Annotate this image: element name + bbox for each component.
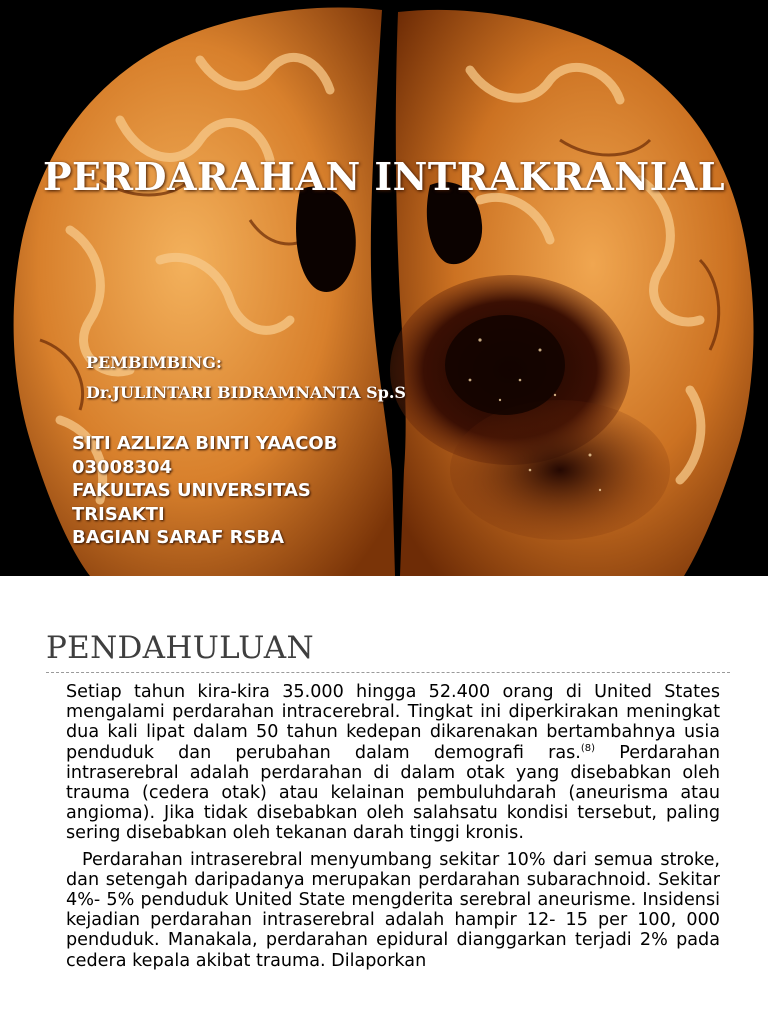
mentor-label: PEMBIMBING: bbox=[86, 353, 222, 372]
author-faculty: FAKULTAS UNIVERSITAS bbox=[72, 480, 311, 501]
author-department: BAGIAN SARAF RSBA bbox=[72, 527, 285, 548]
author-name: SITI AZLIZA BINTI YAACOB bbox=[72, 433, 338, 454]
presentation-title: PERDARAHAN INTRAKRANIAL bbox=[42, 154, 726, 199]
paragraph-1-text-a: Setiap tahun kira-kira 35.000 hingga 52.400 orang di United States mengalami perdarahan intracerebral. Tingkat ini diperkirakan meningkat dua kali lipat dalam 50 tahun kedepan dikarenakan bertambahnya usia penduduk dan perubahan dalam demografi ras. bbox=[66, 682, 720, 763]
author-university: TRISAKTI bbox=[72, 503, 165, 525]
author-student-id: 03008304 bbox=[72, 456, 173, 478]
paragraph-1 bbox=[66, 682, 720, 844]
mentor-block bbox=[86, 348, 406, 408]
section-heading: PENDAHULUAN bbox=[46, 630, 314, 666]
body-text bbox=[66, 682, 720, 971]
paragraph-2: Perdarahan intraserebral menyumbang sekitar 10% dari semua stroke, dan setengah daripadanya merupakan perdarahan subarachnoid. Sekitar 4%- 5% penduduk United State mengderita serebral aneurisme. Insidensi kejadian perdarahan intraserebral adalah hampir 12- 15 per 100, 000 penduduk. Manakala, perdarahan epidural dianggarkan terjadi 2% pada cedera kepala akibat trauma. Dilaporkan bbox=[66, 849, 720, 971]
citation-ref: (8) bbox=[580, 742, 596, 754]
introduction-slide bbox=[0, 576, 768, 1024]
mentor-name: Dr.JULINTARI BIDRAMNANTA Sp.S bbox=[86, 383, 406, 402]
author-block bbox=[72, 432, 337, 550]
paragraph-1-text-b: Perdarahan intraserebral adalah perdarahan di dalam otak yang disebabkan oleh trauma (cedera otak) atau kelainan pembuluhdarah (aneurisma atau angioma). Jika tidak disebabkan oleh salahsatu kondisi tersebut, paling sering disebabkan oleh tekanan darah tinggi kronis. bbox=[66, 742, 720, 844]
heading-divider bbox=[46, 672, 730, 673]
